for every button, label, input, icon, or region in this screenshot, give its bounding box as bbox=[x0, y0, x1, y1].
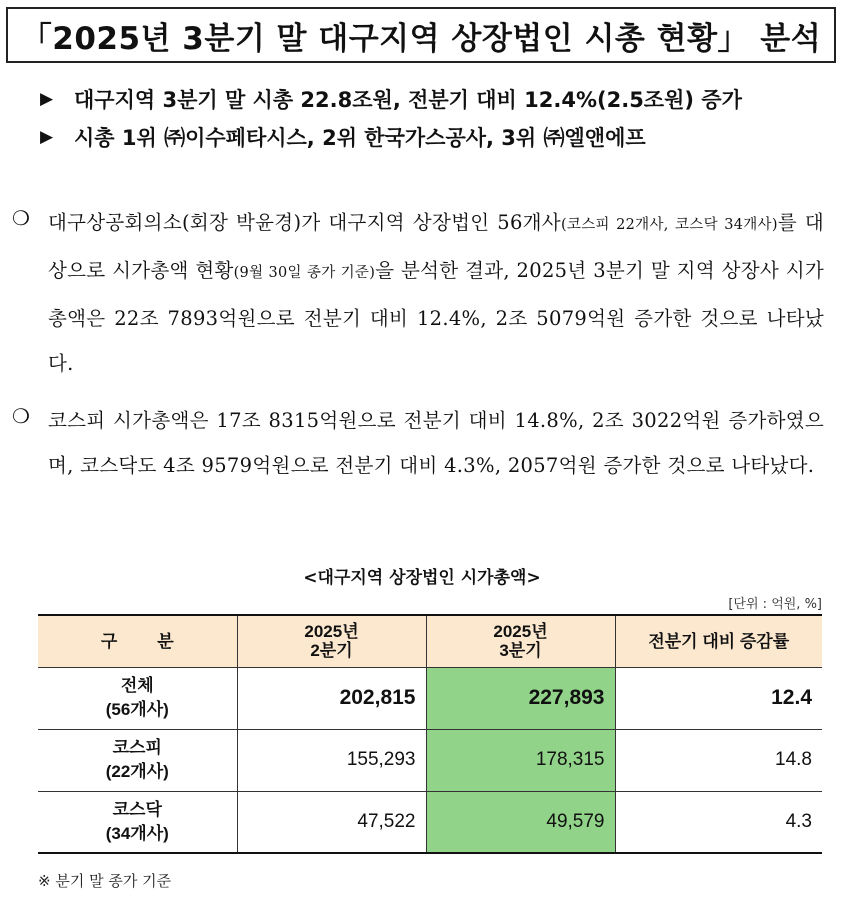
title-box bbox=[6, 7, 836, 63]
header-q3: 2025년 3분기 bbox=[426, 615, 615, 667]
highlight-item bbox=[40, 118, 830, 156]
cell-q2: 202,815 bbox=[237, 667, 426, 729]
paragraph-note: (9월 30일 종가 기준) bbox=[233, 265, 376, 281]
cell-q2: 47,522 bbox=[237, 791, 426, 853]
header-q2: 2025년 2분기 bbox=[237, 615, 426, 667]
row-label: 코스닥 (34개사) bbox=[38, 791, 237, 853]
triangle-right-icon: ▶ bbox=[40, 127, 54, 147]
table-unit: [단위 : 억원, %] bbox=[728, 597, 822, 612]
page-title: 「2025년 3분기 말 대구지역 상장법인 시총 현황」 분석 bbox=[20, 20, 822, 57]
paragraph-segment: 대구상공회의소(회장 박윤경)가 대구지역 상장법인 56개사 bbox=[48, 211, 561, 234]
table-row bbox=[38, 667, 822, 729]
table-row bbox=[38, 791, 822, 853]
circle-bullet-icon: ❍ bbox=[12, 206, 30, 230]
highlight-text: 시총 1위 ㈜이수페타시스, 2위 한국가스공사, 3위 ㈜엘앤에프 bbox=[74, 126, 646, 150]
paragraph-segment: 를 대상으로 시가총액 현황 bbox=[48, 211, 824, 282]
circle-bullet-icon: ❍ bbox=[12, 404, 30, 428]
paragraph-1 bbox=[12, 200, 824, 386]
header-category: 구분 bbox=[38, 615, 237, 667]
footnote: ※ 분기 말 종가 기준 bbox=[38, 872, 172, 890]
cell-q3: 49,579 bbox=[426, 791, 615, 853]
cell-q2: 155,293 bbox=[237, 729, 426, 791]
triangle-right-icon: ▶ bbox=[40, 89, 54, 109]
cell-q3: 178,315 bbox=[426, 729, 615, 791]
cell-change: 12.4 bbox=[615, 667, 822, 729]
paragraph-segment: 을 분석한 결과, 2025년 3분기 말 지역 상장사 시가총액은 22조 7893억원으로 전분기 대비 12.4%, 2조 5079억원 증가한 것으로 나타났다. bbox=[48, 259, 824, 375]
cell-q3: 227,893 bbox=[426, 667, 615, 729]
table-header-row bbox=[38, 615, 822, 667]
cell-change: 4.3 bbox=[615, 791, 822, 853]
table-row bbox=[38, 729, 822, 791]
row-label: 코스피 (22개사) bbox=[38, 729, 237, 791]
paragraph-note: (코스피 22개사, 코스닥 34개사) bbox=[560, 217, 778, 233]
paragraph-2 bbox=[12, 398, 824, 488]
table-title: <대구지역 상장법인 시가총액> bbox=[303, 568, 541, 588]
paragraph-text bbox=[48, 200, 824, 386]
paragraph-text: 코스피 시가총액은 17조 8315억원으로 전분기 대비 14.8%, 2조 3022억원 증가하였으며, 코스닥도 4조 9579억원으로 전분기 대비 4.3%, 2057억원 증가한 것으로 나타났다. bbox=[48, 409, 824, 477]
highlight-item bbox=[40, 80, 830, 118]
header-change: 전분기 대비 증감률 bbox=[615, 615, 822, 667]
cell-change: 14.8 bbox=[615, 729, 822, 791]
row-label: 전체 (56개사) bbox=[38, 667, 237, 729]
highlights-list bbox=[40, 80, 830, 156]
highlight-text: 대구지역 3분기 말 시총 22.8조원, 전분기 대비 12.4%(2.5조원) 증가 bbox=[74, 88, 742, 112]
market-cap-table bbox=[38, 614, 822, 854]
